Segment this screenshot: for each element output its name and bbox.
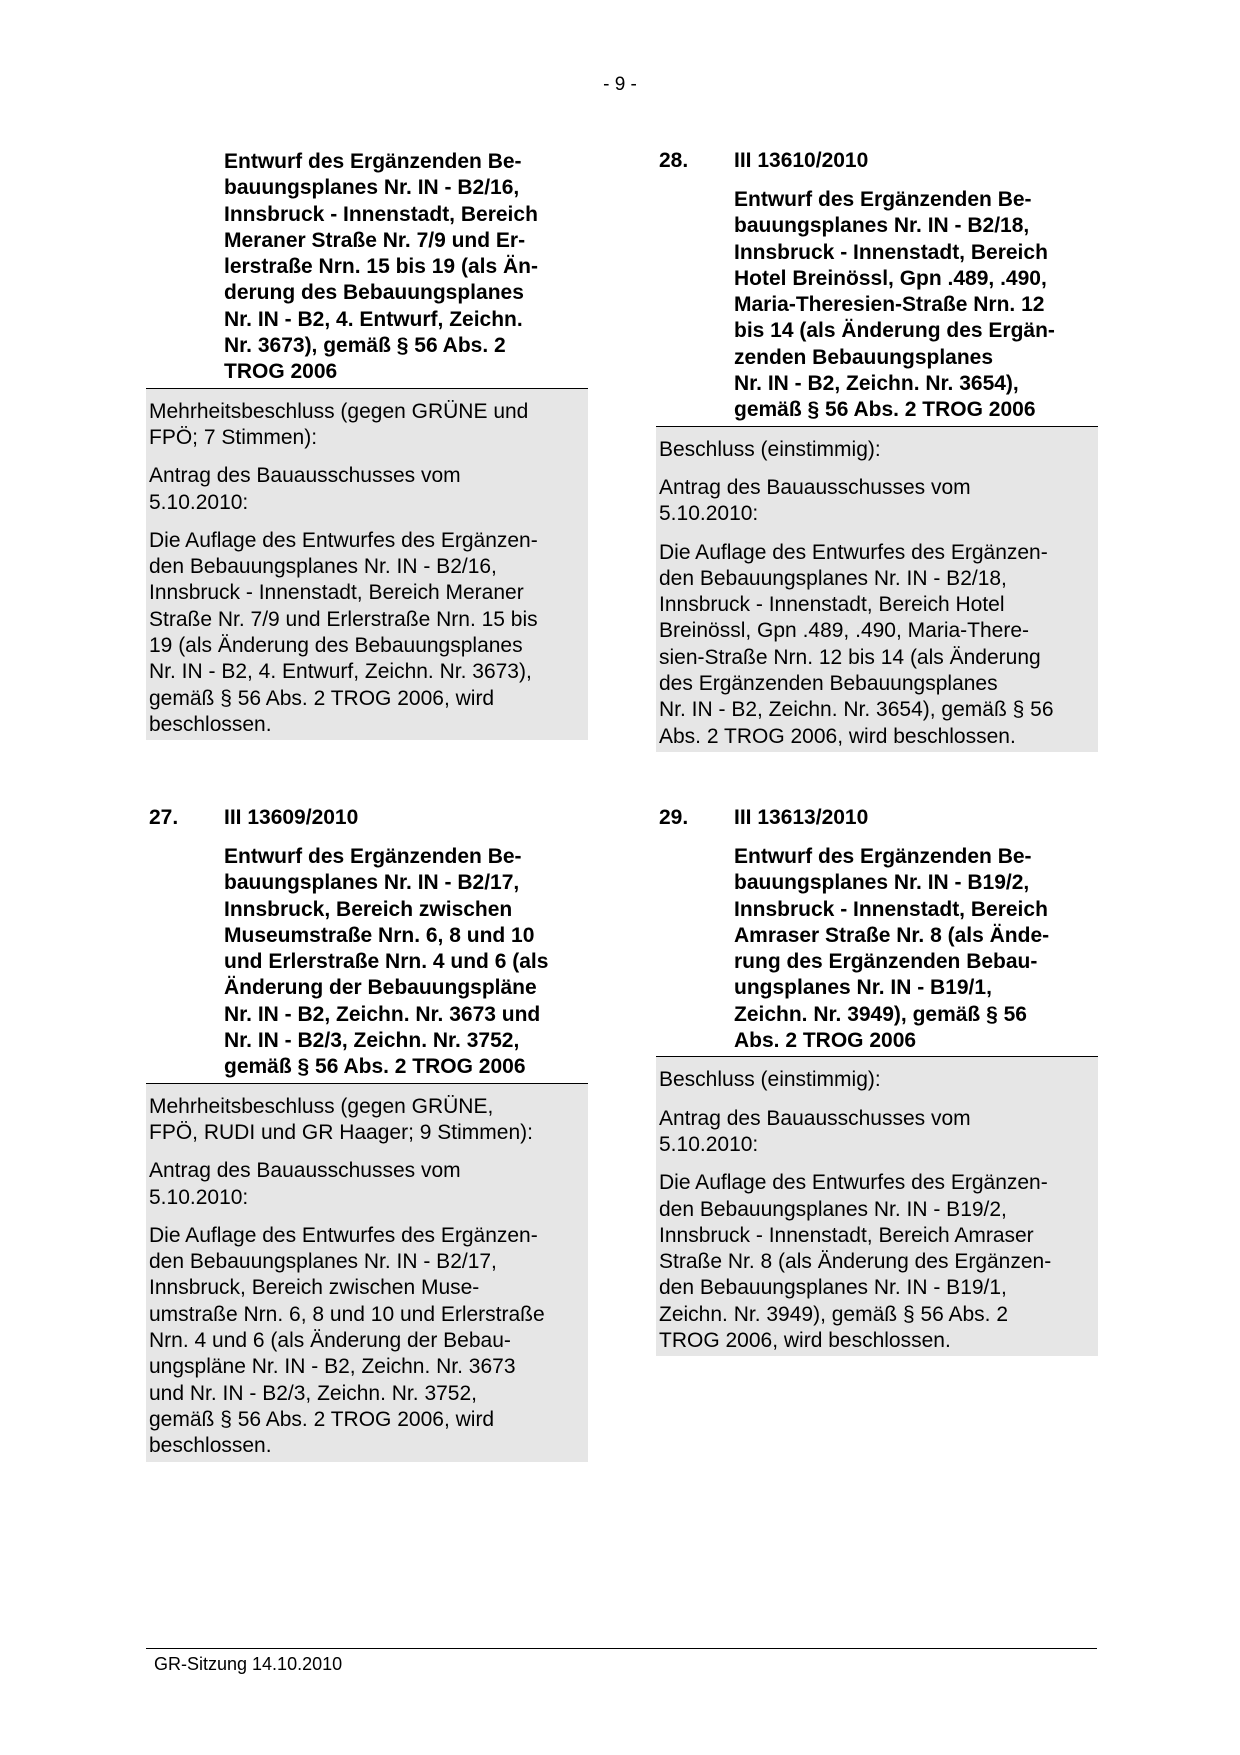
text-line: Die Auflage des Entwurfes des Ergänzen- [659, 540, 1048, 564]
text-line: Antrag des Bauausschusses vom [659, 475, 971, 499]
text-line: FPÖ, RUDI und GR Haager; 9 Stimmen): [149, 1120, 533, 1144]
text-line: Entwurf des Ergänzenden Be- [734, 845, 1032, 868]
text-line: rung des Ergänzenden Bebau- [734, 950, 1038, 974]
text-line: ungspläne Nr. IN - B2, Zeichn. Nr. 3673 [149, 1355, 516, 1379]
text-line: TROG 2006, wird beschlossen. [659, 1329, 951, 1353]
text-line: TROG 2006 [224, 360, 338, 384]
decision-box [656, 427, 1098, 752]
text-line: Innsbruck - Innenstadt, Bereich [734, 897, 1048, 921]
item-reference: III 13609/2010 [224, 806, 359, 829]
text-line: Innsbruck - Innenstadt, Bereich Amraser [659, 1223, 1034, 1247]
text-line: Mehrheitsbeschluss (gegen GRÜNE und [149, 399, 529, 423]
text-line: Entwurf des Ergänzenden Be- [224, 845, 522, 868]
footer-divider [146, 1648, 1097, 1649]
item-title [224, 844, 588, 1083]
decision-vote [659, 437, 1094, 463]
text-line: Nr. IN - B2/3, Zeichn. Nr. 3752, [224, 1029, 520, 1053]
decision-box [656, 1057, 1098, 1356]
text-line: den Bebauungsplanes Nr. IN - B2/18, [659, 566, 1007, 590]
text-line: Antrag des Bauausschusses vom [149, 1159, 461, 1183]
page-number: - 9 - [603, 74, 637, 95]
text-line: Änderung der Bebauungspläne [224, 976, 537, 1000]
text-line: Amraser Straße Nr. 8 (als Ände- [734, 923, 1050, 947]
item-title [734, 187, 1098, 426]
resolution-text [149, 528, 584, 738]
text-line: 5.10.2010: [659, 502, 759, 526]
text-line: Nr. IN - B2, Zeichn. Nr. 3654), [734, 372, 1019, 396]
text-line: Zeichn. Nr. 3949), gemäß § 56 [734, 1002, 1027, 1026]
text-line: 5.10.2010: [149, 1185, 249, 1209]
text-line: Breinössl, Gpn .489, .490, Maria-There- [659, 619, 1030, 643]
item-header [146, 806, 588, 830]
text-line: Entwurf des Ergänzenden Be- [224, 150, 522, 173]
text-line: 5.10.2010: [149, 490, 249, 514]
text-line: Zeichn. Nr. 3949), gemäß § 56 Abs. 2 [659, 1302, 1009, 1326]
text-line: 5.10.2010: [659, 1132, 759, 1156]
text-line: den Bebauungsplanes Nr. IN - B2/17, [149, 1250, 497, 1274]
text-line: Straße Nr. 8 (als Änderung des Ergänzen- [659, 1250, 1052, 1274]
text-line: Straße Nr. 7/9 und Erlerstraße Nrn. 15 bis [149, 607, 538, 631]
text-line: Nrn. 4 und 6 (als Änderung der Bebau- [149, 1329, 511, 1353]
resolution-text [659, 1170, 1094, 1354]
text-line: Innsbruck, Bereich zwischen [224, 897, 513, 921]
text-line: Beschluss (einstimmig): [659, 1068, 881, 1092]
decision-vote [659, 1067, 1094, 1093]
resolution-text [659, 540, 1094, 750]
item-header [656, 149, 1098, 173]
text-line: gemäß § 56 Abs. 2 TROG 2006 [734, 398, 1036, 422]
text-line: lerstraße Nrn. 15 bis 19 (als Än- [224, 255, 538, 279]
motion-source [149, 463, 584, 516]
text-line: Beschluss (einstimmig): [659, 437, 881, 461]
text-line: gemäß § 56 Abs. 2 TROG 2006, wird [149, 686, 495, 710]
text-line: bis 14 (als Änderung des Ergän- [734, 319, 1055, 343]
text-line: ungsplanes Nr. IN - B19/1, [734, 976, 992, 1000]
text-line: Innsbruck, Bereich zwischen Muse- [149, 1276, 480, 1300]
text-line: Innsbruck - Innenstadt, Bereich Meraner [149, 581, 524, 605]
decision-box [146, 1084, 588, 1462]
text-line: beschlossen. [149, 712, 272, 736]
decision-vote [149, 399, 584, 452]
text-line: Nr. IN - B2, Zeichn. Nr. 3673 und [224, 1002, 541, 1026]
text-line: Nr. IN - B2, 4. Entwurf, Zeichn. [224, 307, 523, 331]
footer-session-date: GR-Sitzung 14.10.2010 [154, 1654, 343, 1674]
text-line: Abs. 2 TROG 2006 [734, 1029, 917, 1053]
text-line: sien-Straße Nrn. 12 bis 14 (als Änderung [659, 645, 1041, 669]
text-line: und Erlerstraße Nrn. 4 und 6 (als [224, 950, 549, 974]
item-title [224, 149, 588, 388]
text-line: Maria-Theresien-Straße Nrn. 12 [734, 293, 1045, 317]
text-line: Entwurf des Ergänzenden Be- [734, 188, 1032, 211]
text-line: derung des Bebauungsplanes [224, 281, 524, 305]
text-line: gemäß § 56 Abs. 2 TROG 2006 [224, 1055, 526, 1079]
text-line: 19 (als Änderung des Bebauungsplanes [149, 634, 523, 658]
text-line: Die Auflage des Entwurfes des Ergänzen- [149, 528, 538, 552]
motion-source [659, 475, 1094, 528]
resolution-text [149, 1223, 584, 1460]
text-line: Nr. 3673), gemäß § 56 Abs. 2 [224, 334, 506, 358]
text-line: Mehrheitsbeschluss (gegen GRÜNE, [149, 1094, 494, 1118]
text-line: des Ergänzenden Bebauungsplanes [659, 672, 998, 696]
agenda-item-27 [146, 806, 588, 1462]
text-line: Die Auflage des Entwurfes des Ergänzen- [659, 1171, 1048, 1195]
text-line: zenden Bebauungsplanes [734, 345, 994, 369]
item-title [734, 844, 1098, 1056]
text-line: Antrag des Bauausschusses vom [149, 464, 461, 488]
text-line: Antrag des Bauausschusses vom [659, 1106, 971, 1130]
text-line: Nr. IN - B2, Zeichn. Nr. 3654), gemäß § 56 [659, 698, 1054, 722]
text-line: Museumstraße Nrn. 6, 8 und 10 [224, 923, 535, 947]
agenda-item-28 [656, 149, 1098, 752]
text-line: bauungsplanes Nr. IN - B2/16, [224, 176, 520, 200]
motion-source [659, 1106, 1094, 1159]
decision-vote [149, 1094, 584, 1147]
agenda-item-29 [656, 806, 1098, 1356]
item-reference: III 13613/2010 [734, 806, 869, 829]
text-line: und Nr. IN - B2/3, Zeichn. Nr. 3752, [149, 1381, 477, 1405]
text-line: Nr. IN - B2, 4. Entwurf, Zeichn. Nr. 3673), [149, 660, 532, 684]
text-line: umstraße Nrn. 6, 8 und 10 und Erlerstraße [149, 1302, 545, 1326]
text-line: beschlossen. [149, 1434, 272, 1458]
item-reference: III 13610/2010 [734, 149, 869, 172]
text-line: FPÖ; 7 Stimmen): [149, 425, 318, 449]
text-line: bauungsplanes Nr. IN - B19/2, [734, 871, 1030, 895]
text-line: bauungsplanes Nr. IN - B2/17, [224, 871, 520, 895]
text-line: Hotel Breinössl, Gpn .489, .490, [734, 266, 1047, 290]
text-line: Innsbruck - Innenstadt, Bereich [224, 202, 538, 226]
text-line: den Bebauungsplanes Nr. IN - B19/1, [659, 1276, 1007, 1300]
agenda-item-continued [146, 149, 588, 740]
text-line: Innsbruck - Innenstadt, Bereich [734, 240, 1048, 264]
text-line: Meraner Straße Nr. 7/9 und Er- [224, 228, 526, 252]
text-line: gemäß § 56 Abs. 2 TROG 2006, wird [149, 1407, 495, 1431]
text-line: Innsbruck - Innenstadt, Bereich Hotel [659, 593, 1005, 617]
text-line: bauungsplanes Nr. IN - B2/18, [734, 214, 1030, 238]
text-line: den Bebauungsplanes Nr. IN - B19/2, [659, 1197, 1007, 1221]
item-number: 28. [659, 149, 689, 172]
text-line: Die Auflage des Entwurfes des Ergänzen- [149, 1223, 538, 1247]
motion-source [149, 1158, 584, 1211]
text-line: den Bebauungsplanes Nr. IN - B2/16, [149, 555, 497, 579]
text-line: Abs. 2 TROG 2006, wird beschlossen. [659, 724, 1016, 748]
item-number: 29. [659, 806, 689, 829]
decision-box [146, 389, 588, 741]
item-header [656, 806, 1098, 830]
item-number: 27. [149, 806, 179, 829]
